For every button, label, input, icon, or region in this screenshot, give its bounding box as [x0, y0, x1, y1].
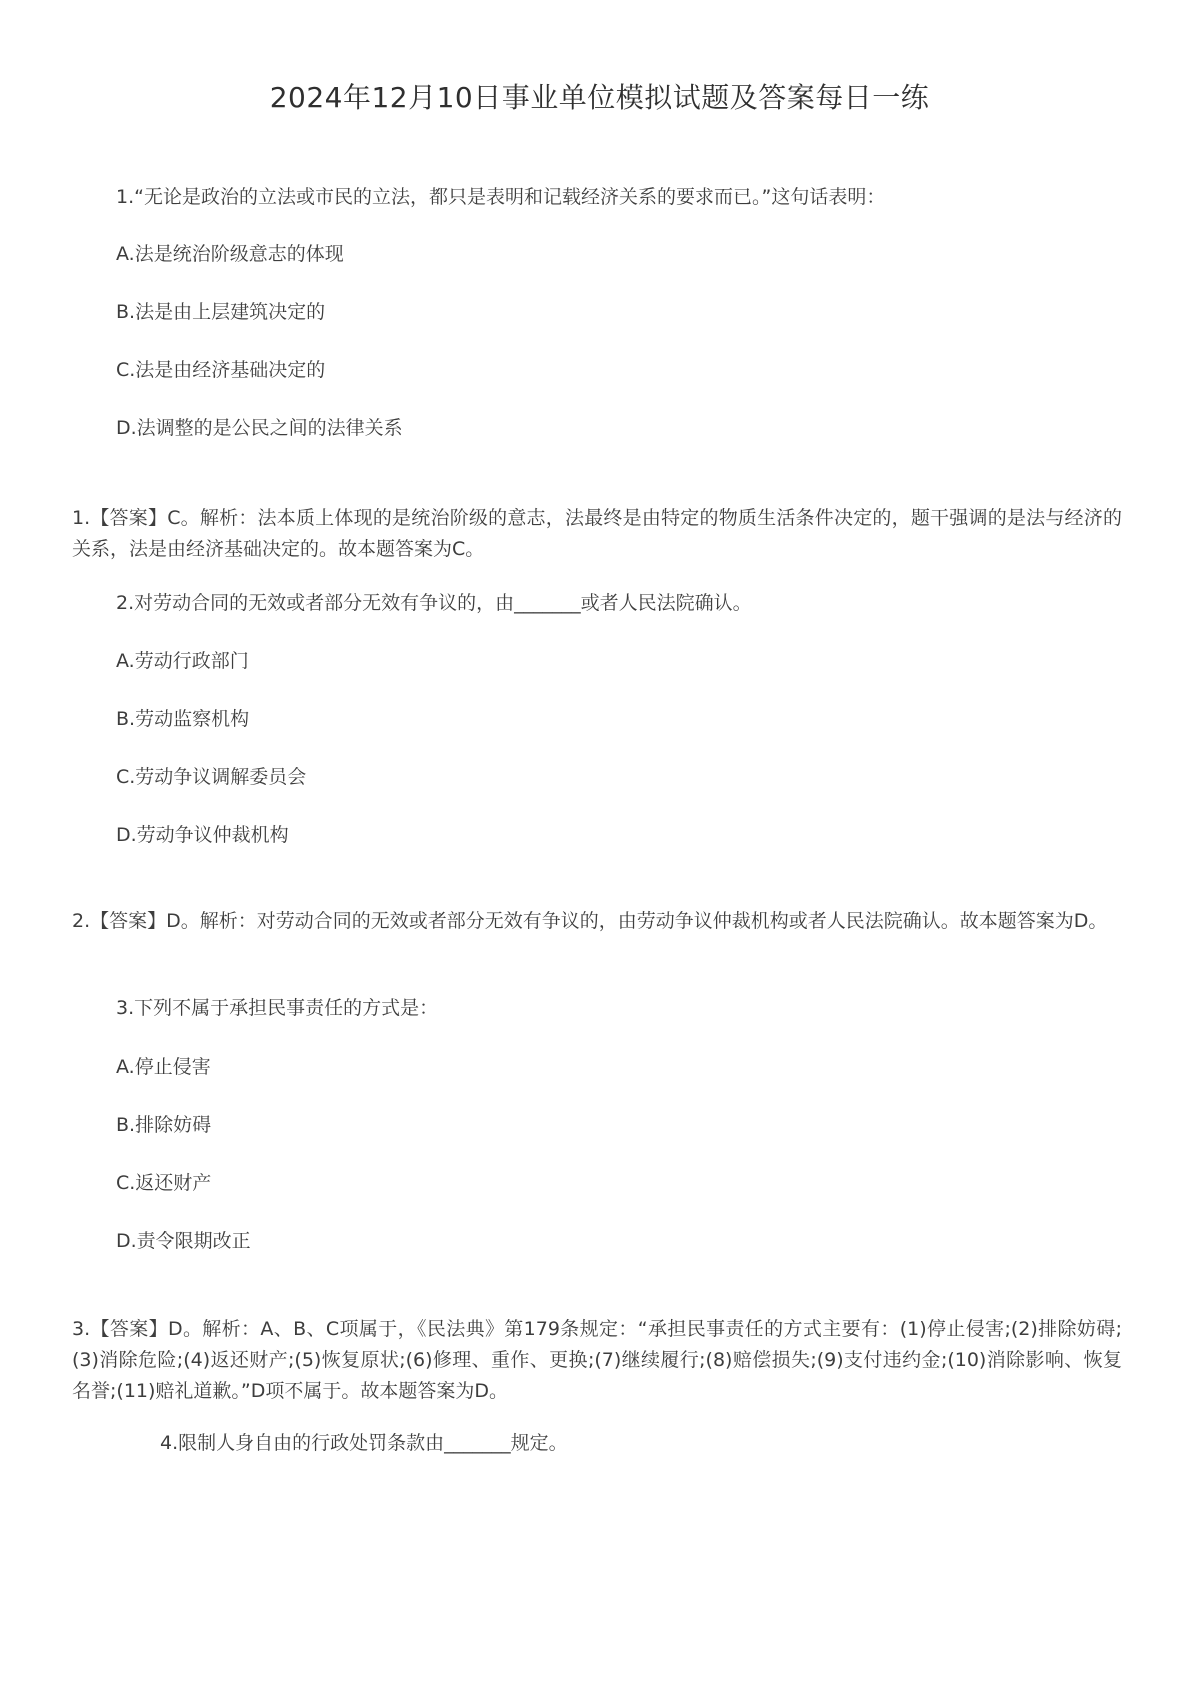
question-1-option-b: B.法是由上层建筑决定的 [116, 301, 326, 323]
question-2-option-c: C.劳动争议调解委员会 [116, 766, 307, 788]
question-1-option-a: A.法是统治阶级意志的体现 [116, 243, 344, 265]
question-3-option-d: D.责令限期改正 [116, 1230, 251, 1252]
page-title: 2024年12月10日事业单位模拟试题及答案每日一练 [269, 81, 930, 114]
question-3-answer: 3.【答案】D。解析：A、B、C项属于，《民法典》第179条规定：“承担民事责任的方式主要有：(1)停止侵害;(2)排除妨碍;(3)消除危险;(4)返还财产;(5)恢复原状;(6)修理、重作、更换;(7)继续履行;(8)赔偿损失;(9)支付违约金;(10)消除影响、恢复名誉;(11)赔礼道歉。”D项不属于。故本题答案为D。 [72, 1318, 1122, 1402]
question-3-stem: 3.下列不属于承担民事责任的方式是： [116, 997, 439, 1019]
question-2-option-a: A.劳动行政部门 [116, 650, 249, 672]
question-3-option-b: B.排除妨碍 [116, 1114, 212, 1136]
question-1-option-d: D.法调整的是公民之间的法律关系 [116, 417, 403, 439]
question-3-option-a: A.停止侵害 [116, 1056, 211, 1078]
question-3-option-c: C.返还财产 [116, 1172, 212, 1194]
question-2-option-b: B.劳动监察机构 [116, 708, 250, 730]
question-2-answer: 2.【答案】D。解析：对劳动合同的无效或者部分无效有争议的，由劳动争议仲裁机构或者人民法院确认。故本题答案为D。 [72, 910, 1108, 932]
question-2-stem: 2.对劳动合同的无效或者部分无效有争议的，由_______或者人民法院确认。 [116, 592, 752, 614]
question-1-option-c: C.法是由经济基础决定的 [116, 359, 326, 381]
question-4-stem: 4.限制人身自由的行政处罚条款由_______规定。 [160, 1432, 568, 1454]
question-1-answer: 1.【答案】C。解析：法本质上体现的是统治阶级的意志，法最终是由特定的物质生活条件决定的，题干强调的是法与经济的关系，法是由经济基础决定的。故本题答案为C。 [72, 507, 1122, 560]
question-2-option-d: D.劳动争议仲裁机构 [116, 824, 289, 846]
question-1-stem: 1.“无论是政治的立法或市民的立法，都只是表明和记载经济关系的要求而已。”这句话表明： [116, 186, 886, 208]
